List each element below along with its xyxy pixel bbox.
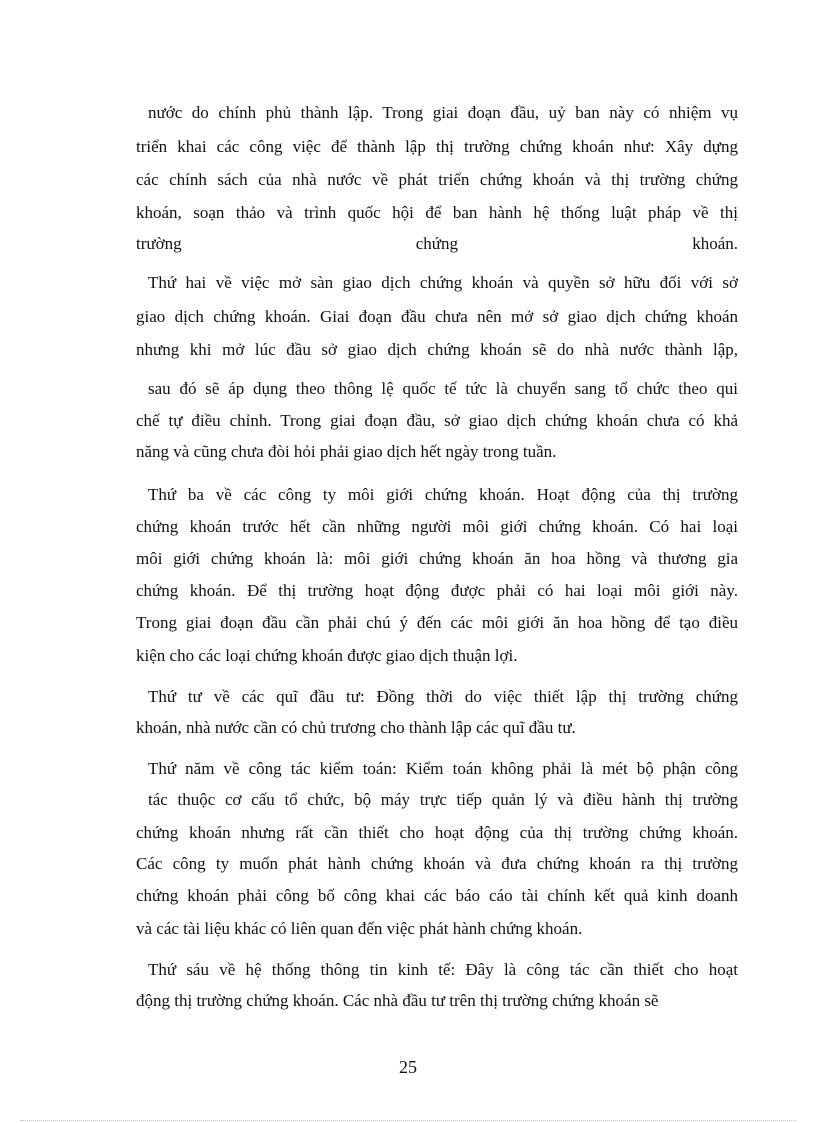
text-line: khoán, nhà nước cần có chủ trương cho thành lập các quĩ đầu tư. <box>136 718 576 737</box>
text-line: chứng khoán nhưng rất cần thiết cho hoạt động của thị trường chứng khoán. <box>136 823 738 842</box>
text-line: môi giới chứng khoán là: môi giới chứng khoán ăn hoa hồng và thương gia <box>136 549 738 568</box>
text-line: Trong giai đoạn đầu cần phải chú ý đến các môi giới ăn hoa hồng để tạo điều <box>136 613 738 632</box>
text-line: sau đó sẽ áp dụng theo thông lệ quốc tế tức là chuyển sang tổ chức theo qui <box>148 379 738 398</box>
text-line: Các công ty muốn phát hành chứng khoán và đưa chứng khoán ra thị trường <box>136 854 738 873</box>
text-line: nước do chính phủ thành lập. Trong giai đoạn đầu, uỷ ban này có nhiệm vụ <box>148 103 738 122</box>
text-line: năng và cũng chưa đòi hỏi phải giao dịch hết ngày trong tuần. <box>136 442 557 461</box>
text-line: các chính sách của nhà nước về phát triển chứng khoán và thị trường chứng <box>136 170 738 189</box>
text-line: động thị trường chứng khoán. Các nhà đầu tư trên thị trường chứng khoán sẽ <box>136 991 659 1010</box>
text-line: tác thuộc cơ cấu tổ chức, bộ máy trực tiếp quản lý và điều hành thị trường <box>148 790 738 809</box>
text-line: nhưng khi mở lúc đầu sở giao dịch chứng khoán sẽ do nhà nước thành lập, <box>136 340 738 359</box>
text-line: Thứ ba về các công ty môi giới chứng khoán. Hoạt động của thị trường <box>148 485 738 504</box>
page-number: 25 <box>399 1057 417 1077</box>
text-line: Thứ tư về các quĩ đầu tư: Đồng thời do việc thiết lập thị trường chứng <box>148 687 738 706</box>
text-line: Thứ sáu về hệ thống thông tin kinh tế: Đây là công tác cần thiết cho hoạt <box>148 960 738 979</box>
text-line: triển khai các công việc để thành lập thị trường chứng khoán như: Xây dựng <box>136 137 738 156</box>
text-line: giao dịch chứng khoán. Giai đoạn đầu chưa nên mở sở giao dịch chứng khoán <box>136 307 738 326</box>
text-line: Thứ năm về công tác kiểm toán: Kiểm toán không phải là mét bộ phận công <box>148 759 738 778</box>
text-line: chứng khoán trước hết cần những người môi giới chứng khoán. Có hai loại <box>136 517 738 536</box>
text-line: và các tài liệu khác có liên quan đến việc phát hành chứng khoán. <box>136 919 583 938</box>
text-line: khoán, soạn thảo và trình quốc hội để ban hành hệ thống luật pháp về thị <box>136 203 738 222</box>
text-line: kiện cho các loại chứng khoán được giao dịch thuận lợi. <box>136 646 518 665</box>
text-line: Thứ hai về việc mở sàn giao dịch chứng khoán và quyền sở hữu đối với sở <box>148 273 738 292</box>
text-line: chứng khoán. Để thị trường hoạt động được phải có hai loại môi giới này. <box>136 581 738 600</box>
page-bottom-divider <box>20 1120 796 1121</box>
text-line: trường chứng khoán. <box>136 234 738 253</box>
text-line: chế tự điều chỉnh. Trong giai đoạn đầu, sở giao dịch chứng khoán chưa có khả <box>136 411 738 430</box>
text-line: chứng khoán phải công bố công khai các báo cáo tài chính kết quả kinh doanh <box>136 886 738 905</box>
